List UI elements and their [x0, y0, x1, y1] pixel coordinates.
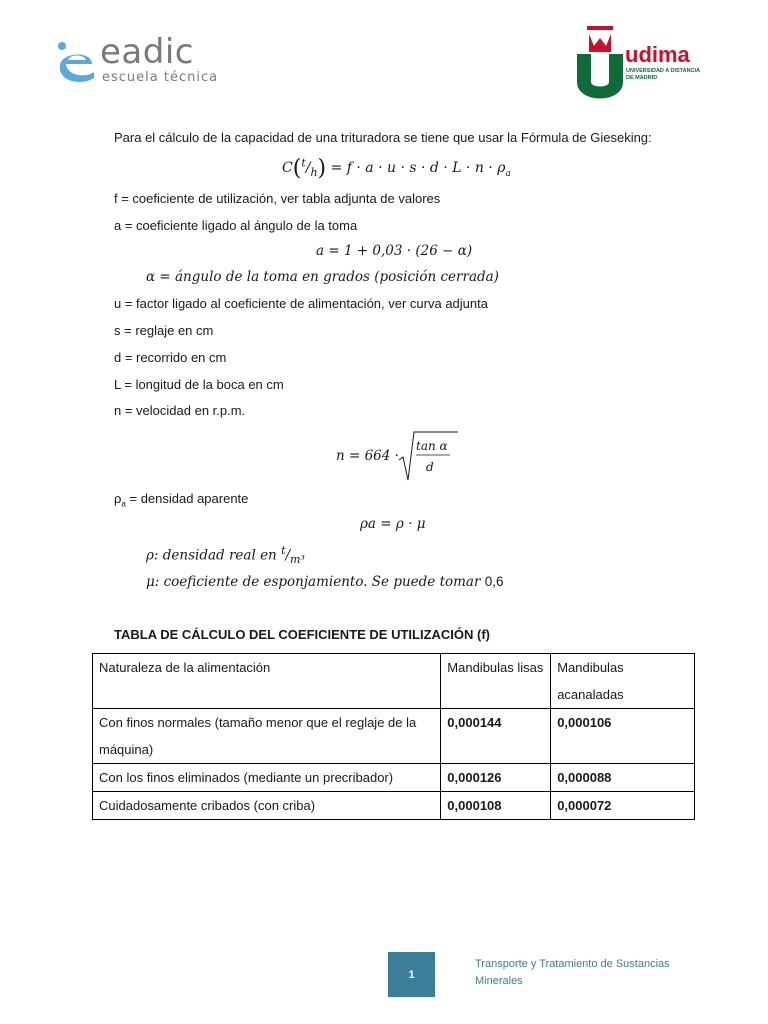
- table-row: [93, 792, 695, 820]
- row-value-lisas: 0,000126: [441, 764, 551, 792]
- rho-unit-den: m³: [290, 553, 305, 567]
- table-title: TABLA DE CÁLCULO DEL COEFICIENTE DE UTILIZACIÓN (f): [114, 627, 491, 642]
- formula-n: [336, 430, 466, 480]
- def-rho-a: $\rho_a$ = densidad aparente: [114, 491, 249, 509]
- formula-a: a = 1 + 0,03 · (26 − α): [316, 243, 473, 259]
- mu-desc-text: μ: coeficiente de esponjamiento. Se puede tomar: [146, 574, 481, 590]
- eadic-e-icon: [52, 40, 100, 88]
- row-label: Cuidadosamente cribados (con criba): [93, 792, 441, 820]
- formula-n-numerator: tan α: [416, 439, 448, 453]
- coefficient-table: [92, 653, 695, 820]
- rho-unit-num: t: [281, 544, 286, 557]
- row-value-acanaladas: 0,000088: [551, 764, 695, 792]
- row-value-acanaladas: 0,000106: [551, 709, 695, 764]
- def-u: u = factor ligado al coeficiente de alimentación, ver curva adjunta: [114, 296, 488, 311]
- formula-n-denominator: d: [426, 460, 434, 474]
- intro-text: Para el cálculo de la capacidad de una trituradora se tiene que usar la Fórmula de Gieseking:: [114, 130, 652, 145]
- gieseking-formula: $C(^t/_h) = f \cdot a \cdot u \cdot s \cdot d \cdot L \cdot n \cdot \rho_a$: [282, 156, 511, 181]
- eadic-name: eadic: [100, 32, 194, 72]
- def-L: L = longitud de la boca en cm: [114, 377, 284, 392]
- def-rho-a-text: = densidad aparente: [129, 491, 249, 506]
- sqrt-icon: [398, 430, 458, 482]
- udima-u-icon: [575, 26, 625, 100]
- row-value-lisas: 0,000108: [441, 792, 551, 820]
- udima-name: udima: [625, 42, 690, 67]
- rho-desc-text: ρ: densidad real en: [146, 547, 277, 564]
- rho-description: ρ: densidad real en $^t/_{m^3}$: [146, 544, 305, 567]
- page-number-badge: [388, 952, 435, 997]
- def-f: f = coeficiente de utilización, ver tabla adjunta de valores: [114, 191, 441, 206]
- table-header-row: [93, 654, 695, 709]
- row-label: Con los finos eliminados (mediante un precribador): [93, 764, 441, 792]
- table-row: [93, 709, 695, 764]
- table-row: [93, 764, 695, 792]
- udima-logo: [575, 26, 715, 101]
- udima-subtitle-2: DE MADRID: [626, 75, 658, 81]
- row-value-acanaladas: 0,000072: [551, 792, 695, 820]
- page-number: 1: [408, 968, 415, 981]
- header-cell-nature: Naturaleza de la alimentación: [93, 654, 441, 709]
- udima-subtitle-1: UNIVERSIDAD A DISTANCIA: [626, 68, 701, 74]
- def-s: s = reglaje en cm: [114, 323, 214, 338]
- formula-n-left: n = 664 ·: [336, 448, 399, 464]
- row-value-lisas: 0,000144: [441, 709, 551, 764]
- header-cell-lisas: Mandibulas lisas: [441, 654, 551, 709]
- eadic-tagline: escuela técnica: [102, 70, 219, 85]
- def-n: n = velocidad en r.p.m.: [114, 403, 246, 418]
- course-title: Transporte y Tratamiento de Sustancias Minerales: [475, 958, 670, 987]
- mu-description: [146, 574, 504, 590]
- def-d: d = recorrido en cm: [114, 350, 227, 365]
- formula-rho: ρa = ρ · μ: [360, 516, 426, 532]
- row-label: Con finos normales (tamaño menor que el reglaje de la máquina): [93, 709, 441, 764]
- def-a: a = coeficiente ligado al ángulo de la toma: [114, 218, 358, 233]
- header-cell-acanaladas: Mandibulas acanaladas: [551, 654, 695, 709]
- eadic-logo: [52, 32, 222, 88]
- alpha-description: α = ángulo de la toma en grados (posición cerrada): [146, 269, 499, 285]
- mu-value: 0,6: [484, 574, 504, 589]
